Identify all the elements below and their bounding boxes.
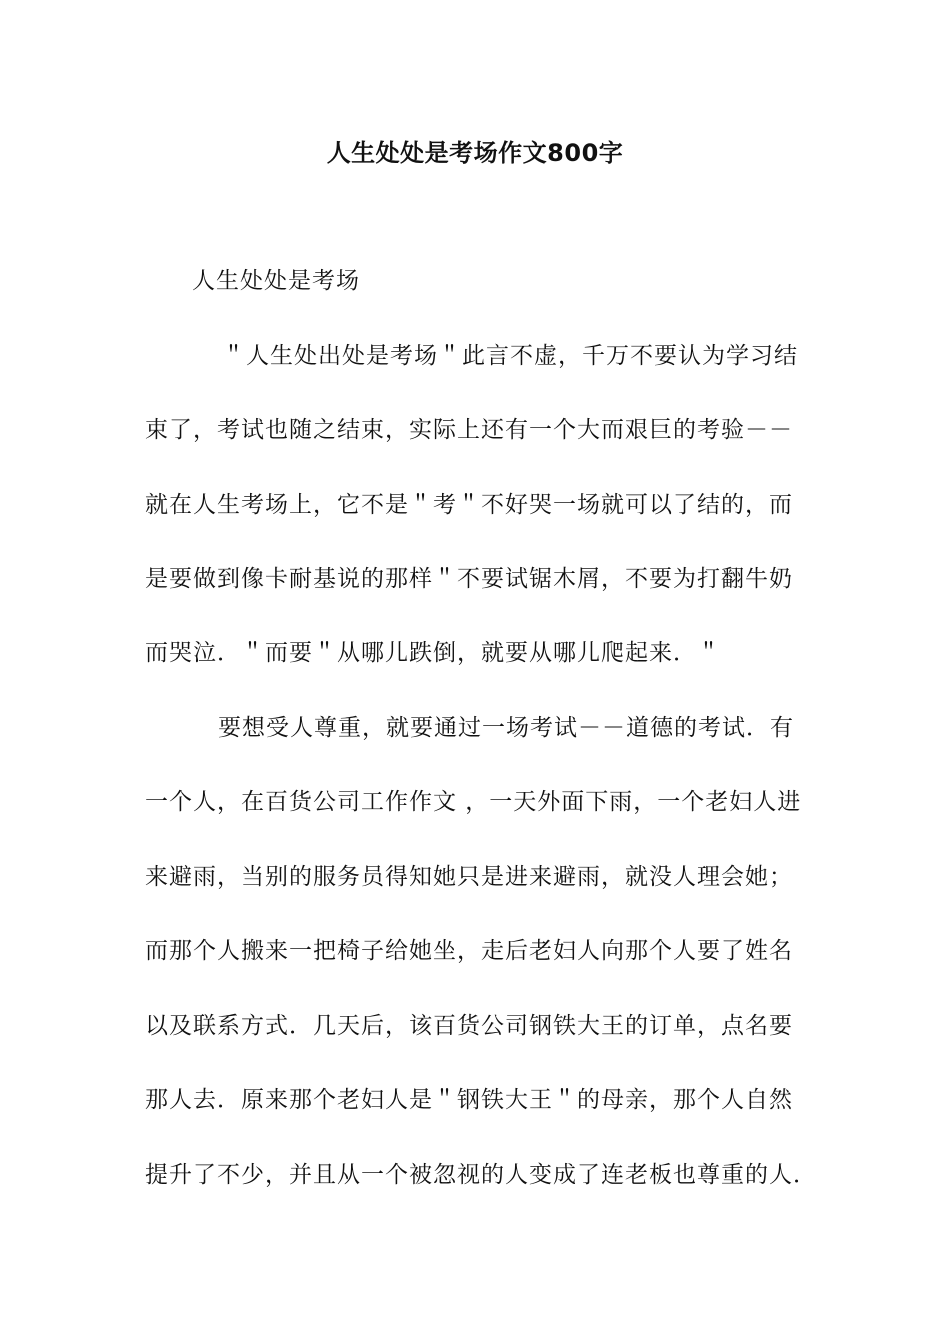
paragraph-line: 而那个人搬来一把椅子给她坐，走后老妇人向那个人要了姓名	[145, 938, 793, 964]
paragraph-line: 来避雨，当别的服务员得知她只是进来避雨，就没人理会她；	[145, 864, 793, 890]
paragraph-line: 一个人，在百货公司工作作文 ，一天外面下雨，一个老妇人进	[145, 789, 802, 815]
paragraph-line: ＂人生处出处是考场＂此言不虚，千万不要认为学习结	[222, 343, 798, 369]
paragraph-line: 而哭泣．＂而要＂从哪儿跌倒，就要从哪儿爬起来．＂	[145, 640, 721, 666]
section-heading: 人生处处是考场	[192, 268, 360, 294]
paragraph-line: 就在人生考场上，它不是＂考＂不好哭一场就可以了结的，而	[145, 492, 793, 518]
paragraph-line: 那人去．原来那个老妇人是＂钢铁大王＂的母亲，那个人自然	[145, 1087, 793, 1113]
paragraph-line: 束了，考试也随之结束，实际上还有一个大而艰巨的考验－－	[145, 417, 793, 443]
paragraph-line: 是要做到像卡耐基说的那样＂不要试锯木屑，不要为打翻牛奶	[145, 566, 793, 592]
document-title: 人生处处是考场作文800字	[326, 139, 624, 167]
paragraph-line: 要想受人尊重，就要通过一场考试－－道德的考试．有	[218, 715, 794, 741]
paragraph-line: 提升了不少，并且从一个被忽视的人变成了连老板也尊重的人．	[145, 1162, 817, 1188]
paragraph-line: 以及联系方式．几天后，该百货公司钢铁大王的订单，点名要	[145, 1013, 793, 1039]
